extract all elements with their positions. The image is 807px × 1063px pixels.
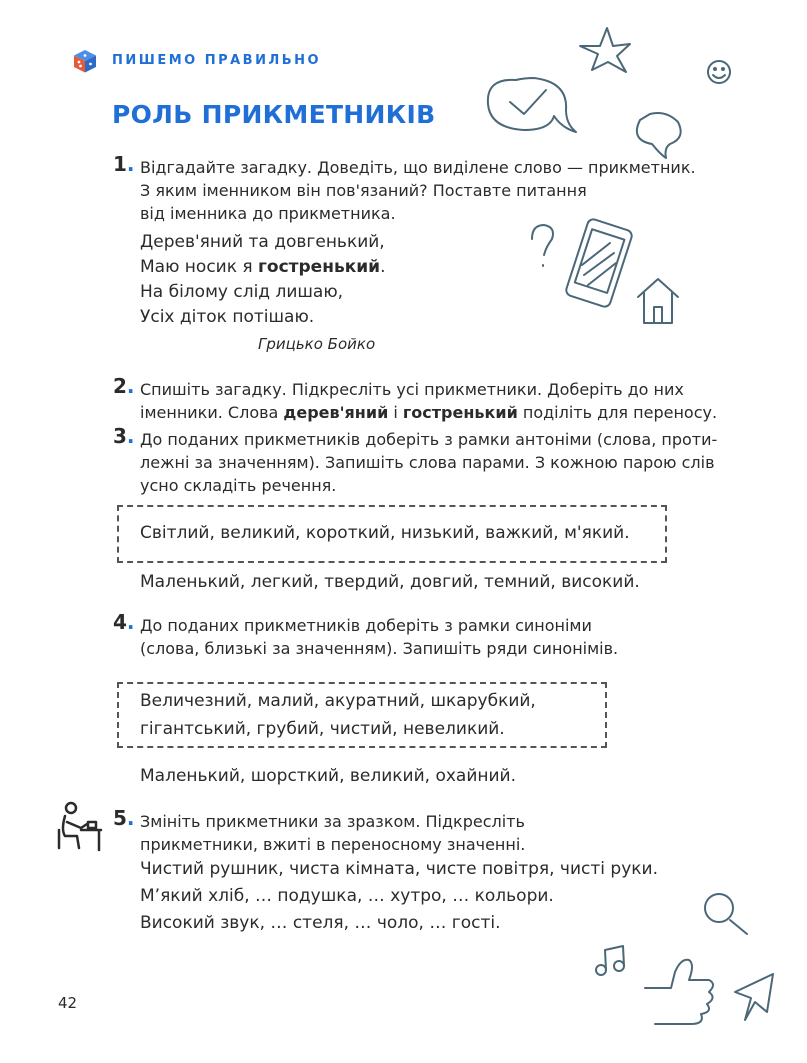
smiley-icon [708,61,730,83]
page-number: 42 [58,994,78,1012]
section-label: ПИШЕМО ПРАВИЛЬНО [112,53,322,68]
phone-doodles [520,215,690,335]
question-icon [532,225,553,266]
task5-example-3: Високий звук, … стеля, … чоло, … гості. [140,913,501,933]
task5-example-2: М’який хліб, … подушка, … хутро, … кольори. [140,886,554,906]
highlighted-word: гостренький [258,257,381,277]
task-number: 4. [113,610,135,634]
task-number: 3. [113,424,135,448]
speech-bubble-check-icon [488,78,576,132]
cursor-arrow-icon [735,974,773,1020]
star-icon [580,28,630,72]
antonyms-box: Світлий, великий, короткий, низький, важкий, м'який. [117,505,667,563]
synonyms-box: Величезний, малий, акуратний, шкарубкий, гігантський, грубий, чистий, невеликий. [117,682,607,748]
bottom-doodles [585,880,785,1040]
task2-text: Спишіть загадку. Підкресліть усі прикметники. Доберіть до них іменники. Слова дерев'яний і гостренький поділіть для переносу. [140,380,718,422]
house-icon [638,279,678,323]
task5-text: Змініть прикметники за зразком. Підкресліть прикметники, вжиті в переносному значенні. [140,812,526,854]
cube-icon [72,48,98,74]
task-number: 1. [113,152,135,176]
riddle-poem: Дерев'яний та довгенький, Маю носик я гостренький. На білому слід лишаю, Усіх діток потішаю. [140,232,386,327]
task3-text: До поданих прикметників доберіть з рамки антоніми (слова, проти- лежні за значенням). Запишіть слова парами. З кожною парою слів усно складіть речення. [140,430,718,495]
speech-bubble-icon [637,113,681,158]
task5-example-1: Чистий рушник, чиста кімната, чисте повітря, чисті руки. [140,859,658,879]
phone-icon [565,218,633,308]
doodle-decorations [480,20,750,160]
page-title: РОЛЬ ПРИКМЕТНИКІВ [112,100,436,129]
task-number: 2. [113,374,135,398]
magnifier-icon [705,894,747,934]
poem-author: Грицько Бойко [258,335,376,353]
task4-text: До поданих прикметників доберіть з рамки синоніми (слова, близькі за значенням). Запишіть ряди синонімів. [140,616,619,658]
student-desk-icon [55,800,105,852]
task1-text: Відгадайте загадку. Доведіть, що виділене слово — прикметник. З яким іменником він пов'язаний? Поставте питання від іменника до прикметника. [140,158,696,223]
thumbs-up-icon [645,960,713,1024]
antonyms-words: Маленький, легкий, твердий, довгий, темний, високий. [140,572,640,592]
music-note-icon [596,946,624,975]
task-number: 5. [113,806,135,830]
synonyms-words: Маленький, шорсткий, великий, охайний. [140,766,516,786]
